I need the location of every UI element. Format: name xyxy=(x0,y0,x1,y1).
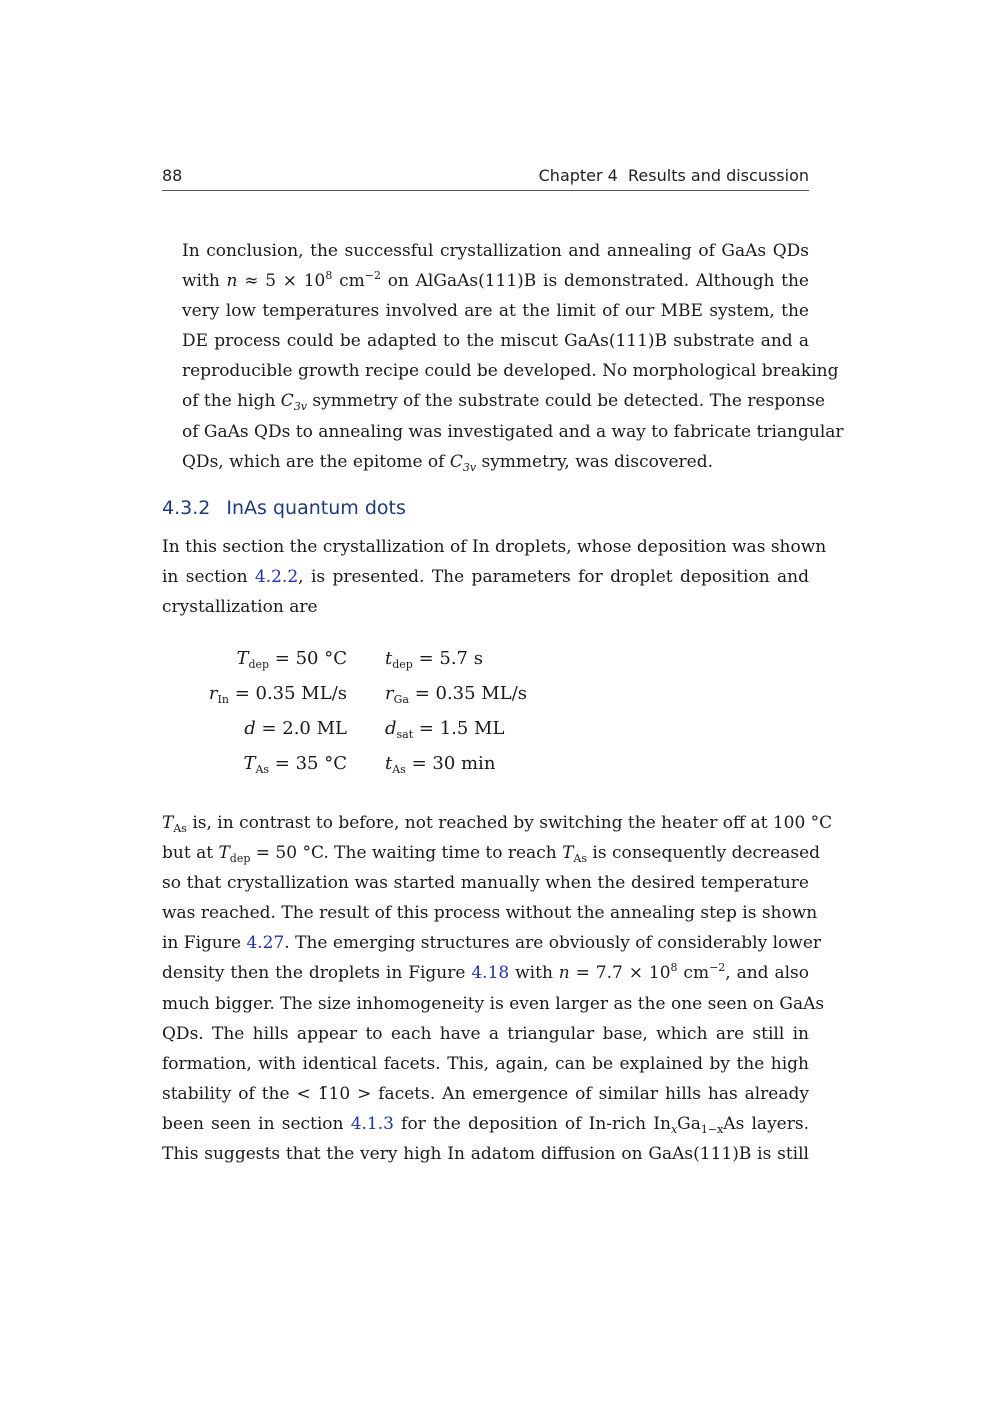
running-title: Chapter 4 Results and discussion xyxy=(538,166,809,185)
equation-right: $d_{sat} = 1.5$ ML xyxy=(385,718,505,741)
text-line: much bigger. The size inhomogeneity is even larger as the one seen on GaAs xyxy=(162,993,825,1014)
text-line: reproducible growth recipe could be developed. No morphological breaking xyxy=(182,361,839,382)
text-line: In conclusion, the successful crystallization and annealing of GaAs QDs xyxy=(182,241,809,261)
section-title: InAs quantum dots xyxy=(226,497,406,519)
section-link-4-1-3[interactable]: 4.1.3 xyxy=(350,1113,394,1134)
equation-left: $T_{As} = 35$ °C xyxy=(243,753,347,776)
results-paragraph xyxy=(162,808,833,1169)
text-line: very low temperatures involved are at the limit of our MBE system, the xyxy=(182,301,809,322)
text-line: density then the droplets in Figure 4.18 with $n = 7.7 \times 10^8$ $cm^{-2}$, and also xyxy=(162,961,810,984)
figure-link-4-18[interactable]: 4.18 xyxy=(471,963,510,984)
equation-left: d = 2.0 ML xyxy=(244,718,347,739)
text-line: in Figure 4.27. The emerging structures are obviously of considerably lower xyxy=(162,933,822,954)
text-line: QDs, which are the epitome of $C_{3v}$ symmetry, was discovered. xyxy=(182,451,713,474)
text-line: In this section the crystallization of In droplets, whose deposition was shown xyxy=(162,537,827,557)
equation-right: $t_{dep} = 5.7$ s xyxy=(385,648,483,671)
intro-paragraph xyxy=(162,532,827,622)
text-line: was reached. The result of this process without the annealing step is shown xyxy=(162,903,818,924)
text-line: so that crystallization was started manually when the desired temperature xyxy=(162,873,809,894)
equation-left: $r_{In} = 0.35$ ML/s xyxy=(208,683,347,706)
page-header xyxy=(162,166,809,191)
text-line: stability of the < 1̄10 > facets. An emergence of similar hills has already xyxy=(162,1083,809,1104)
section-link-4-2-2[interactable]: 4.2.2 xyxy=(254,567,299,588)
text-line: of GaAs QDs to annealing was investigated and a way to fabricate triangular xyxy=(182,421,844,442)
equation-left: $T_{dep} = 50$ °C xyxy=(236,648,347,671)
text-line: but at $T_{dep} = 50$ °C. The waiting time to reach $T_{As}$ is consequently decreased xyxy=(162,843,821,866)
figure-link-4-27[interactable]: 4.27 xyxy=(246,933,285,954)
text-line: with $n \approx 5 \times 10^8$ $cm^{-2}$ on AlGaAs(111)B is demonstrated. Although the xyxy=(182,269,809,292)
page-number: 88 xyxy=(162,166,183,185)
section-number: 4.3.2 xyxy=(162,497,211,519)
equation-right: $r_{Ga} = 0.35$ ML/s xyxy=(385,683,527,706)
conclusion-paragraph xyxy=(162,236,844,477)
text-line: been seen in section 4.1.3 for the deposition of In-rich $In_xGa_{1-x}As$ layers. xyxy=(162,1113,809,1136)
section-heading xyxy=(162,497,406,519)
text-line: of the high $C_{3v}$ symmetry of the substrate could be detected. The response xyxy=(182,391,826,414)
equation-right: $t_{As} = 30$ min xyxy=(385,753,496,776)
text-line: $T_{As}$ is, in contrast to before, not reached by switching the heater off at 100 °C xyxy=(162,813,833,835)
text-line: This suggests that the very high In adatom diffusion on GaAs(111)B is still xyxy=(162,1144,809,1165)
text-line: DE process could be adapted to the miscut GaAs(111)B substrate and a xyxy=(182,331,809,352)
text-line: QDs. The hills appear to each have a triangular base, which are still in xyxy=(162,1023,809,1044)
text-line: crystallization are xyxy=(162,597,318,618)
text-line: in section 4.2.2, is presented. The parameters for droplet deposition and xyxy=(162,567,810,588)
text-line: formation, with identical facets. This, again, can be explained by the high xyxy=(162,1053,809,1074)
